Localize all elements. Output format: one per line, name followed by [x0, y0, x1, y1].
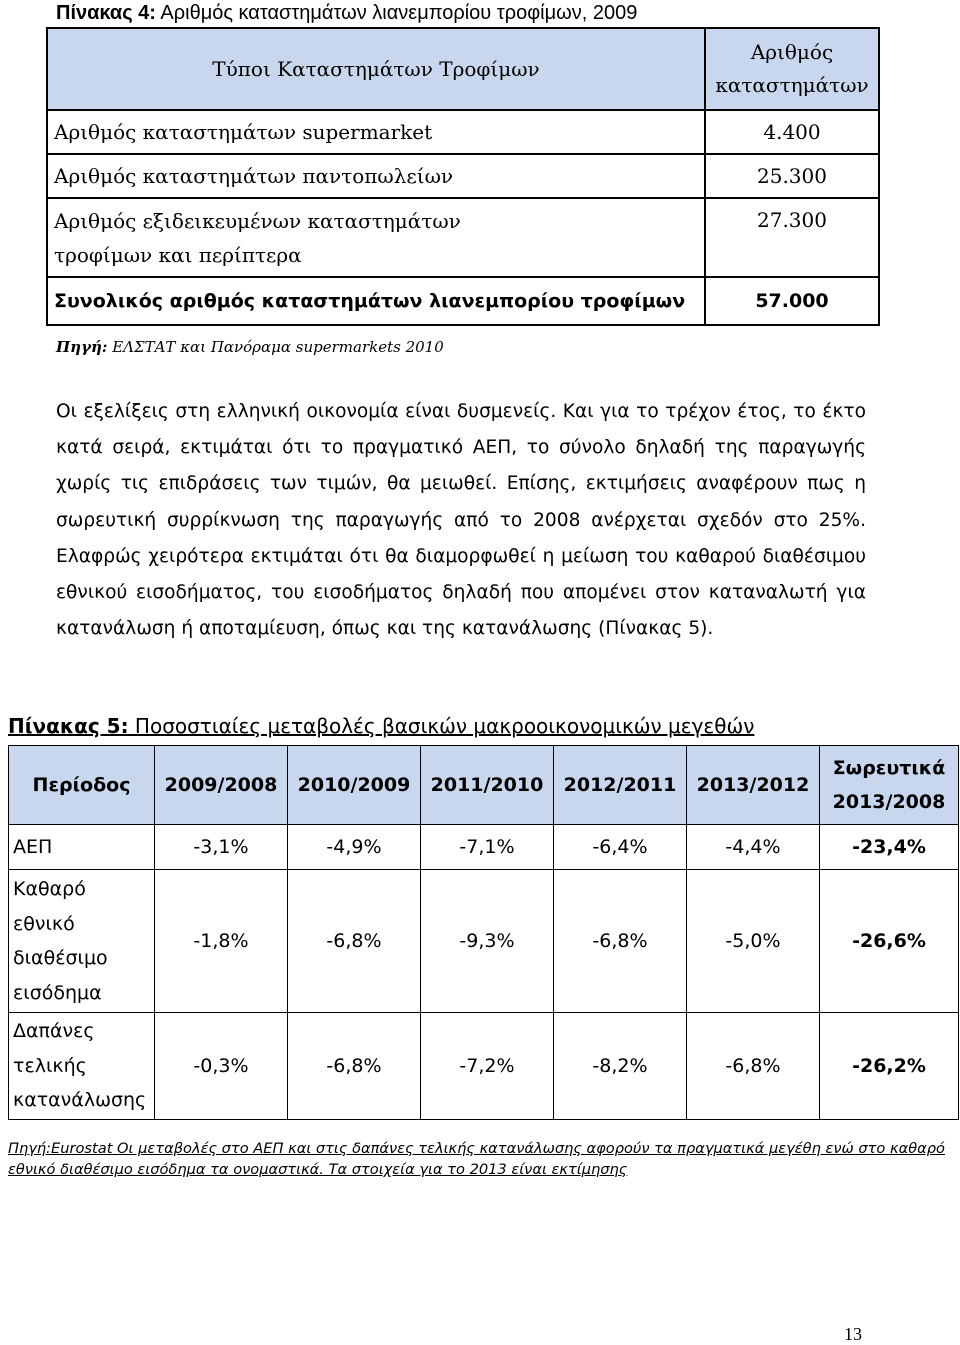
cell: -6,8%: [687, 1013, 820, 1120]
header-count-line2: καταστημάτων: [715, 73, 869, 97]
source-label: Πηγή:Eurostat: [8, 1140, 113, 1157]
cell: -7,2%: [421, 1013, 554, 1120]
cell: -7,1%: [421, 825, 554, 870]
table4-total-row: [47, 277, 879, 325]
cell: -4,9%: [288, 825, 421, 870]
row-label: [9, 870, 155, 1013]
header-col: 2010/2009: [288, 746, 421, 825]
table-row: [9, 1013, 959, 1120]
table4-title-label: Πίνακας 4:: [56, 2, 156, 24]
table4-header-row: [47, 28, 879, 110]
table4: [46, 27, 880, 326]
header-period: Περίοδος: [9, 746, 155, 825]
header-col: 2013/2012: [687, 746, 820, 825]
table-row: [9, 825, 959, 870]
cell: -6,4%: [554, 825, 687, 870]
cell: -6,8%: [288, 1013, 421, 1120]
table4-title-text: Αριθμός καταστημάτων λιανεμπορίου τροφίμων, 2009: [155, 2, 638, 24]
cell: -8,2%: [554, 1013, 687, 1120]
total-label: Συνολικός αριθμός καταστημάτων λιανεμπορίου τροφίμων: [47, 277, 705, 325]
cum-line2: 2013/2008: [832, 791, 946, 813]
row-label: ΑΕΠ: [9, 825, 155, 870]
table4-source: [56, 338, 444, 356]
body-paragraph: Οι εξελίξεις στη ελληνική οικονομία είναι δυσμενείς. Και για το τρέχον έτος, το έκτο κατά σειρά, εκτιμάται ότι το πραγματικό ΑΕΠ, το σύνολο δηλαδή της παραγωγής χωρίς τις επιδράσεις των τιμών, θα μειωθεί. Επίσης, εκτιμήσεις αναφέρουν πως η σωρευτική συρρίκνωση της παραγωγής από το 2008 ανέρχεται σχεδόν στο 25%. Ελαφρώς χειρότερα εκτιμάται ότι θα διαμορφωθεί η μείωση του καθαρού διαθέσιμου εθνικού εισοδήματος, του εισοδήματος δηλαδή που απομένει στον καταναλωτή για κατανάλωση ή αποταμίευση, όπως και της κατανάλωσης (Πίνακας 5).: [56, 401, 866, 640]
row-label: Αριθμός καταστημάτων supermarket: [47, 110, 705, 154]
table5-source: [8, 1138, 956, 1180]
table5: [8, 745, 959, 1120]
table5-title: [8, 714, 754, 738]
cell: -1,8%: [155, 870, 288, 1013]
table-row: [47, 110, 879, 154]
source-text: Οι μεταβολές στο ΑΕΠ και στις δαπάνες τελικής κατανάλωσης αφορούν τα πραγματικά μεγέθη ενώ στο καθαρό εθνικό διαθέσιμο εισόδημα τα ονομαστικά. Τα στοιχεία για το 2013 είναι εκτίμησης: [8, 1140, 945, 1178]
label-line: Δαπάνες: [13, 1020, 95, 1043]
label-line: εθνικό: [13, 912, 75, 935]
label-line: τελικής: [13, 1054, 87, 1077]
cell: -0,3%: [155, 1013, 288, 1120]
source-label: Πηγή:: [56, 338, 108, 356]
header-col: 2011/2010: [421, 746, 554, 825]
row-value: 27.300: [705, 198, 879, 277]
table-row: [9, 870, 959, 1013]
label-line: διαθέσιμο: [13, 947, 108, 969]
cell: -3,1%: [155, 825, 288, 870]
table4-title: [56, 2, 637, 25]
page-number: 13: [844, 1324, 862, 1344]
row-label: Αριθμός καταστημάτων παντοπωλείων: [47, 154, 705, 198]
table4-header-type: Τύποι Καταστημάτων Τροφίμων: [47, 28, 705, 110]
row-value: 25.300: [705, 154, 879, 198]
cell: -9,3%: [421, 870, 554, 1013]
table-row: [47, 198, 879, 277]
cell: -4,4%: [687, 825, 820, 870]
header-cumulative: [820, 746, 959, 825]
label-line: Καθαρό: [13, 878, 86, 900]
header-col: 2012/2011: [554, 746, 687, 825]
header-col: 2009/2008: [155, 746, 288, 825]
cell: -6,8%: [554, 870, 687, 1013]
table5-header-row: [9, 746, 959, 825]
cell-cumulative: -26,6%: [820, 870, 959, 1013]
header-count-line1: Αριθμός: [750, 40, 834, 64]
cell-cumulative: -26,2%: [820, 1013, 959, 1120]
table4-header-count: [705, 28, 879, 110]
cum-line1: Σωρευτικά: [832, 757, 946, 779]
total-value: 57.000: [705, 277, 879, 325]
label-line: κατανάλωσης: [13, 1089, 147, 1112]
table5-title-label: Πίνακας 5:: [8, 714, 129, 738]
cell: -5,0%: [687, 870, 820, 1013]
row-label: Αριθμός εξιδεικευμένων καταστημάτων τροφίμων και περίπτερα: [47, 198, 705, 277]
cell: -6,8%: [288, 870, 421, 1013]
table5-title-text: Ποσοστιαίες μεταβολές βασικών μακροοικονομικών μεγεθών: [128, 714, 755, 738]
table-row: [47, 154, 879, 198]
row-value: 4.400: [705, 110, 879, 154]
label-line: εισόδημα: [13, 981, 102, 1004]
row-label: [9, 1013, 155, 1120]
cell-cumulative: -23,4%: [820, 825, 959, 870]
source-text: ΕΛΣΤΑΤ και Πανόραμα supermarkets 2010: [107, 338, 444, 356]
